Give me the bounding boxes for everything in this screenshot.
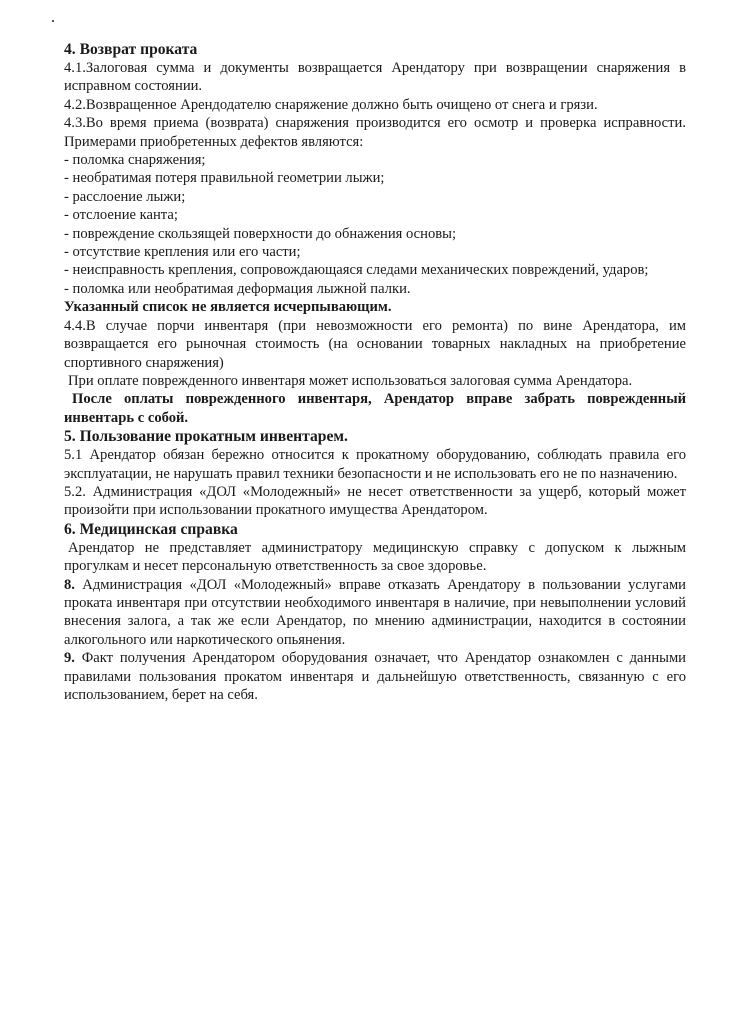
paragraph-6: Арендатор не представляет администратору медицинскую справку с допуском к лыжным прогулкам и несет персональную ответственность за свое здоровье. [64, 539, 686, 575]
paragraph-9-number: 9. [64, 650, 75, 667]
paragraph-8 [64, 576, 686, 650]
paragraph-8-number: 8. [64, 576, 75, 593]
defect-item: - поломка снаряжения; [64, 152, 206, 169]
take-inventory-text: После оплаты поврежденного инвентаря, Арендатор вправе забрать поврежденный инвентарь с собой. [64, 391, 686, 426]
defect-item: - расслоение лыжи; [64, 188, 186, 205]
paragraph-payment: При оплате поврежденного инвентаря может использоваться залоговая сумма Арендатора. [68, 372, 633, 389]
paragraph-5-2: 5.2. Администрация «ДОЛ «Молодежный» не несет ответственности за ущерб, который может произойти при использовании прокатного имущества Арендатором. [64, 483, 686, 519]
defect-item: - поломка или необратимая деформация лыжной палки. [64, 280, 411, 297]
paragraph-take-inventory [64, 390, 686, 427]
paragraph-5-1: 5.1 Арендатор обязан бережно относится к прокатному оборудованию, соблюдать правила его эксплуатации, не нарушать правил техники безопасности и не использовать его не по назначению. [64, 447, 686, 482]
note-bold-text: Указанный список не является исчерпывающим. [64, 299, 392, 316]
paragraph-4-4: 4.4.В случае порчи инвентаря (при невозможности его ремонта) по вине Арендатора, им возвращается его рыночная стоимость (на основании товарных накладных на приобретение спортивного снаряжения) [64, 317, 686, 371]
paragraph-9 [64, 649, 686, 704]
paragraph-4-3: 4.3.Во время приема (возврата) снаряжения производится его осмотр и проверка исправности. Примерами приобретенных дефектов являются: [64, 115, 686, 150]
defect-item: - неисправность крепления, сопровождающаяся следами механических повреждений, ударов; [64, 262, 649, 279]
defect-item: - отсутствие крепления или его части; [64, 244, 301, 261]
defect-item: - необратимая потеря правильной геометрии лыжи; [64, 170, 385, 187]
section-6-heading: 6. Медицинская справка [64, 520, 238, 538]
section-5-heading: 5. Пользование прокатным инвентарем. [64, 428, 348, 446]
paragraph-4-2: 4.2.Возвращенное Арендодателю снаряжение должно быть очищено от снега и грязи. [64, 96, 598, 113]
paragraph-4-1: 4.1.Залоговая сумма и документы возвращается Арендатору при возвращении снаряжения в исправном состоянии. [64, 60, 686, 95]
defect-item: - повреждение скользящей поверхности до обнажения основы; [64, 225, 457, 242]
paragraph-8-text: Администрация «ДОЛ «Молодежный» вправе отказать Арендатору в пользовании услугами проката инвентаря при отсутствии необходимого инвентаря в наличие, при невыполнении условий внесения залога, а так же если Арендатор, по мнению администрации, находится в состоянии алкогольного или наркотического опьянения. [64, 576, 686, 648]
document-body [64, 40, 686, 704]
defect-item: - отслоение канта; [64, 207, 178, 224]
note-bold [64, 298, 686, 316]
scan-speck [52, 20, 54, 22]
paragraph-9-text: Факт получения Арендатором оборудования означает, что Арендатор ознакомлен с данными правилами пользования прокатом инвентаря и дальнейшую ответственность, связанную с его использованием, берет на себя. [64, 650, 686, 703]
section-4-heading: 4. Возврат проката [64, 41, 198, 58]
